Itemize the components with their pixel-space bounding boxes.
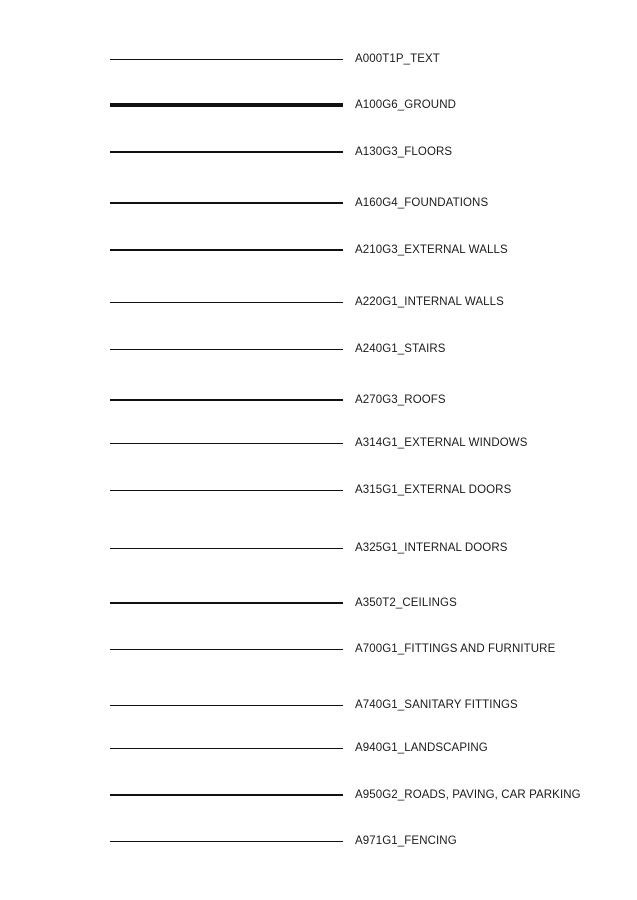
legend-line-sample (110, 349, 343, 350)
legend-label: A325G1_INTERNAL DOORS (355, 542, 508, 554)
legend-line-sample (110, 103, 343, 106)
legend-line-sample (110, 490, 343, 491)
legend-line-sample (110, 602, 343, 603)
legend-label: A700G1_FITTINGS AND FURNITURE (355, 643, 556, 655)
legend-line-sample (110, 249, 343, 251)
legend-line-sample (110, 705, 343, 706)
legend-line-sample (110, 443, 343, 444)
legend-line-sample (110, 794, 343, 795)
legend-label: A350T2_CEILINGS (355, 597, 457, 609)
legend-label: A971G1_FENCING (355, 835, 457, 847)
legend-line-sample (110, 202, 343, 204)
legend-label: A270G3_ROOFS (355, 394, 446, 406)
legend-line-sample (110, 399, 343, 401)
legend-label: A950G2_ROADS, PAVING, CAR PARKING (355, 789, 581, 801)
legend-label: A160G4_FOUNDATIONS (355, 197, 489, 209)
legend-line-sample (110, 548, 343, 549)
legend-label: A240G1_STAIRS (355, 343, 446, 355)
legend-line-sample (110, 151, 343, 153)
legend-line-sample (110, 649, 343, 650)
legend-label: A940G1_LANDSCAPING (355, 742, 488, 754)
legend-label: A740G1_SANITARY FITTINGS (355, 699, 518, 711)
legend-line-sample (110, 59, 343, 60)
legend-label: A314G1_EXTERNAL WINDOWS (355, 437, 528, 449)
legend-label: A100G6_GROUND (355, 99, 457, 111)
legend-line-sample (110, 302, 343, 303)
legend-label: A315G1_EXTERNAL DOORS (355, 484, 512, 496)
legend-label: A130G3_FLOORS (355, 146, 453, 158)
legend-line-sample (110, 748, 343, 749)
legend-label: A210G3_EXTERNAL WALLS (355, 244, 508, 256)
legend-label: A000T1P_TEXT (355, 53, 440, 65)
legend-line-sample (110, 841, 343, 842)
legend-label: A220G1_INTERNAL WALLS (355, 296, 504, 308)
